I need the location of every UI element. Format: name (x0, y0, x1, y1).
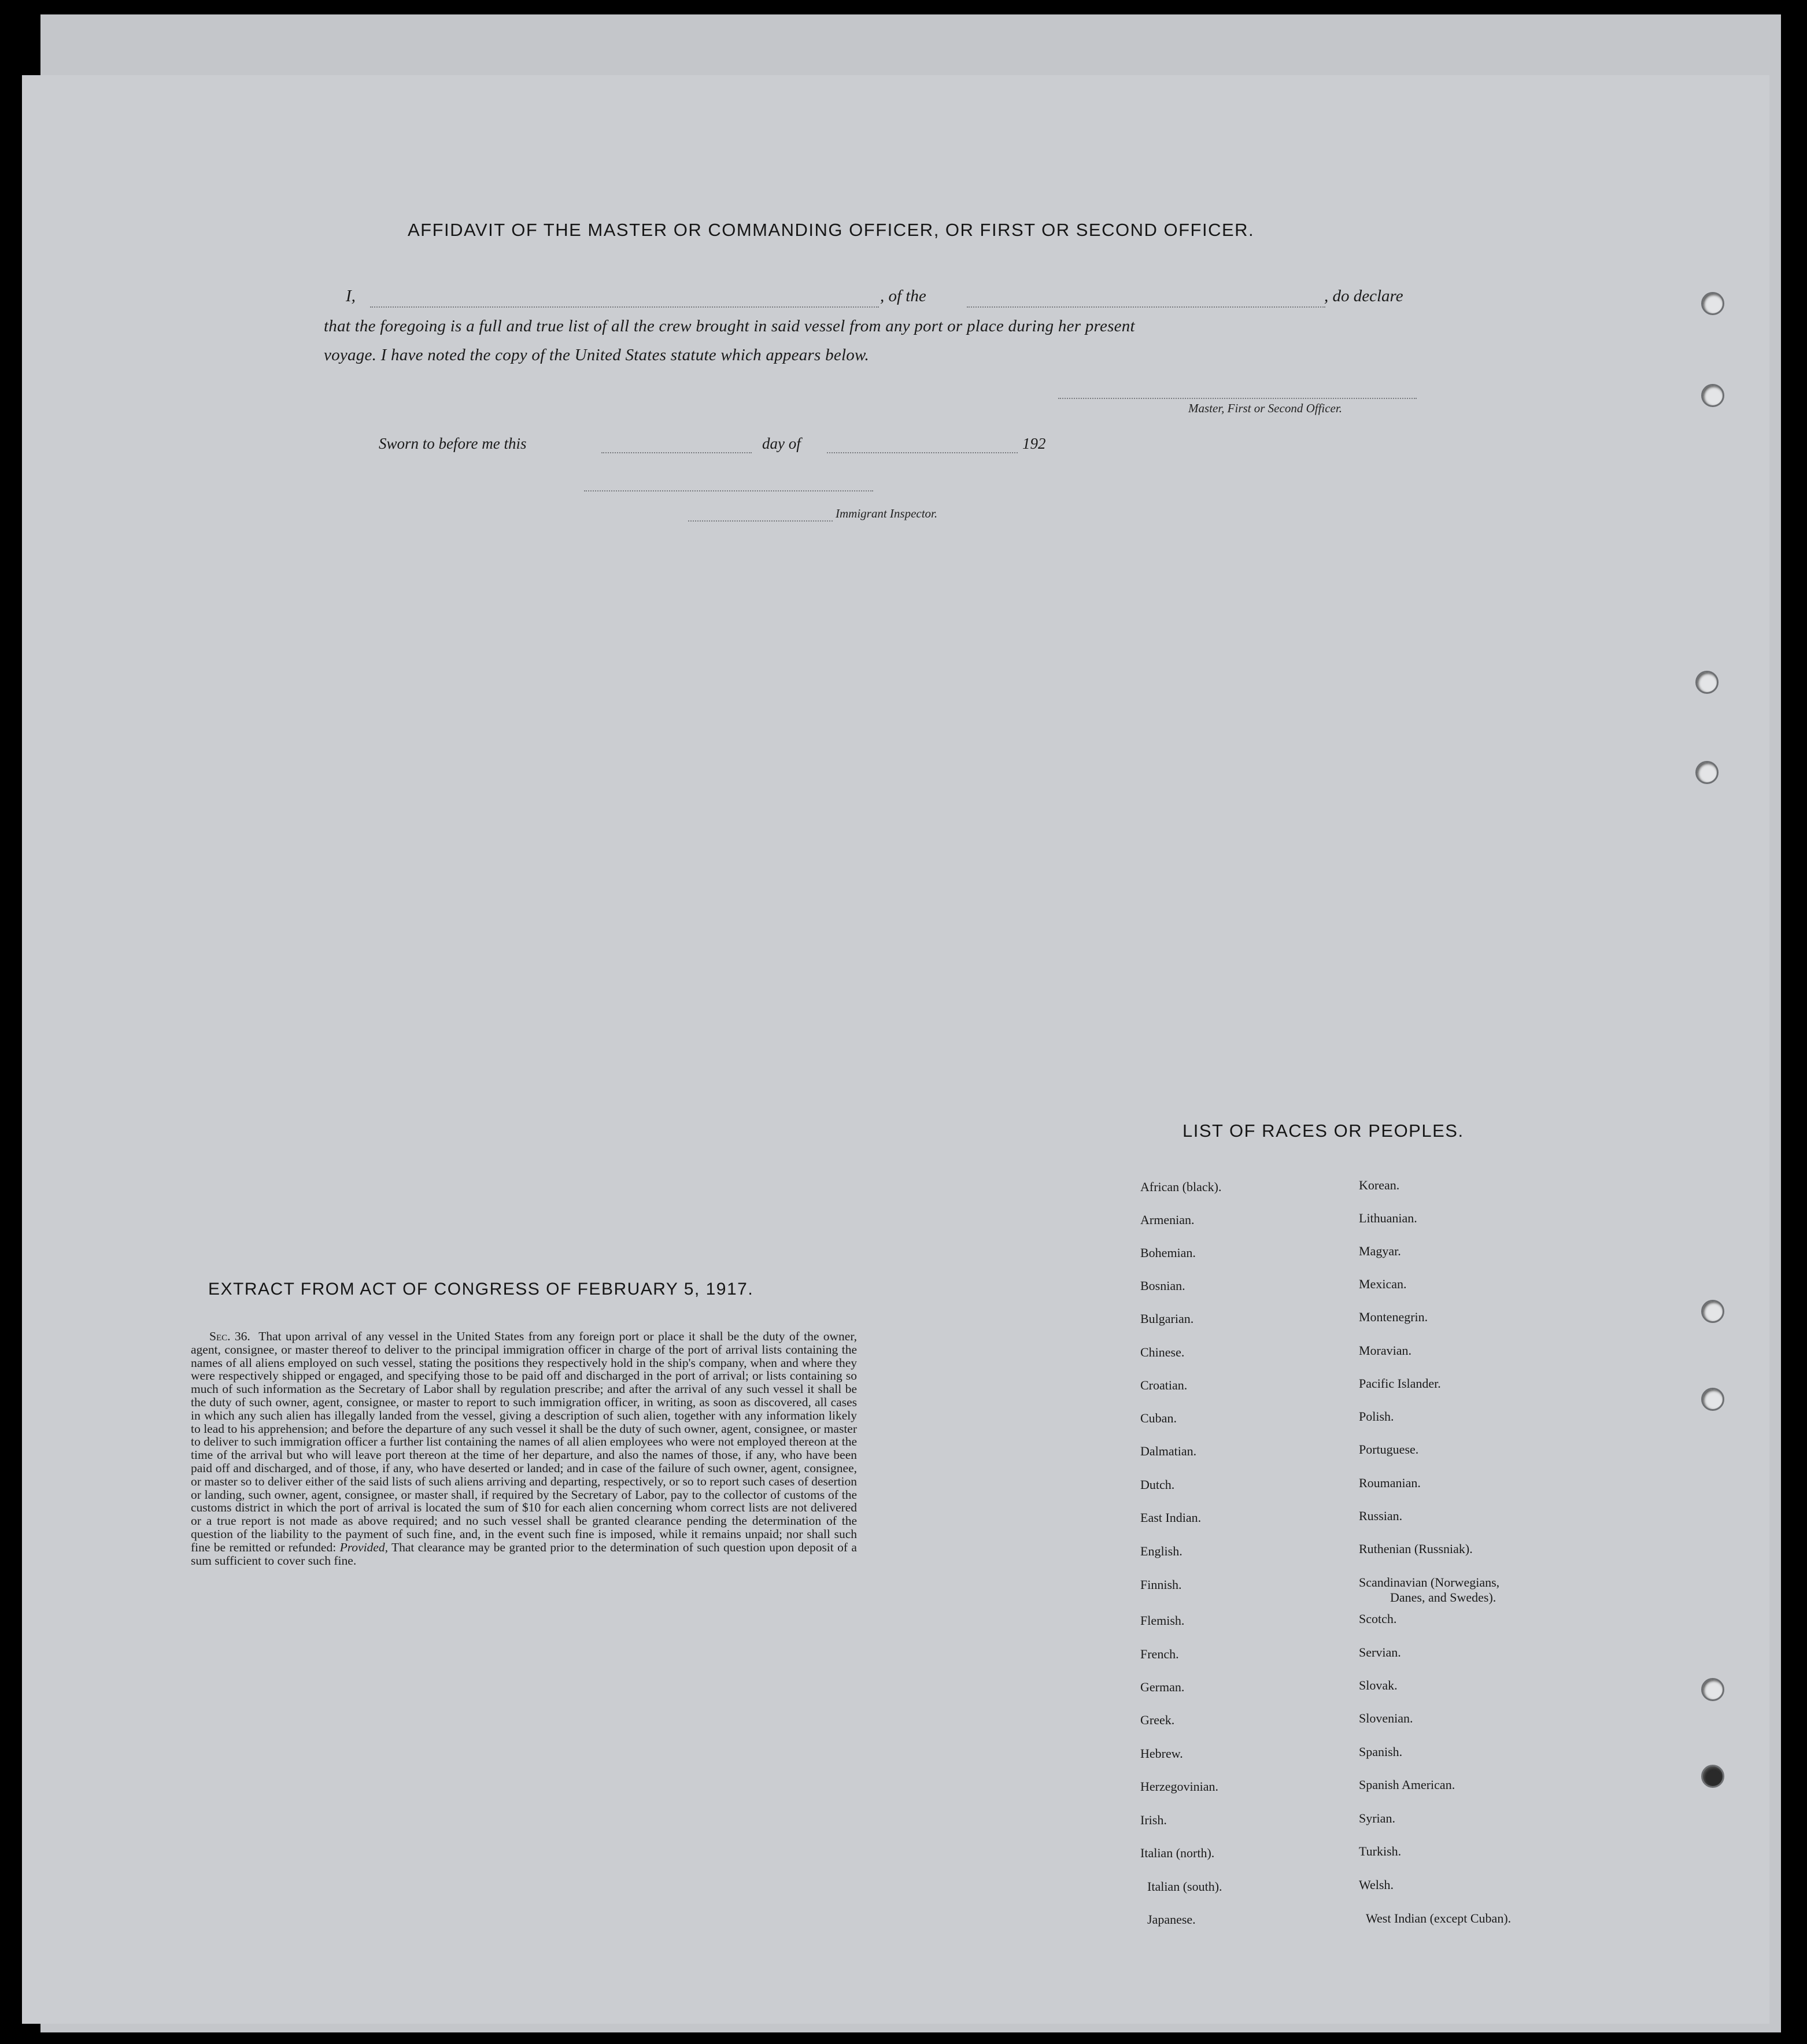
race-item: Bulgarian. (1140, 1311, 1194, 1326)
race-item: Italian (south). (1147, 1879, 1222, 1894)
race-item: Armenian. (1140, 1213, 1195, 1227)
race-item: African (black). (1140, 1180, 1222, 1194)
race-item-continued: Danes, and Swedes). (1390, 1590, 1496, 1605)
race-item: Dutch. (1140, 1477, 1175, 1492)
binder-hole (1701, 1388, 1724, 1411)
inspector-line-2 (688, 520, 833, 522)
race-item: Servian. (1359, 1645, 1401, 1659)
of-the-label: , of the (880, 287, 926, 305)
inspector-caption: Immigrant Inspector. (836, 507, 938, 520)
declarant-label: I, (346, 287, 356, 305)
race-item: French. (1140, 1647, 1179, 1661)
race-item: Polish. (1359, 1409, 1394, 1424)
race-item: Chinese. (1140, 1345, 1185, 1359)
binder-hole (1695, 671, 1719, 694)
race-item: Italian (north). (1140, 1846, 1215, 1860)
month-line (827, 452, 1018, 453)
declaration-line-3: voyage. I have noted the copy of the United States statute which appears below. (324, 346, 869, 364)
day-line (601, 452, 752, 453)
race-item: Welsh. (1359, 1877, 1394, 1892)
race-item: Lithuanian. (1359, 1211, 1417, 1225)
race-item: Scotch. (1359, 1611, 1397, 1626)
race-item: Bosnian. (1140, 1278, 1185, 1293)
races-title: LIST OF RACES OR PEOPLES. (1183, 1121, 1464, 1141)
race-item: Scandinavian (Norwegians, (1359, 1575, 1500, 1590)
race-item: Hebrew. (1140, 1746, 1183, 1761)
statute-text (191, 1330, 857, 1567)
race-item: Magyar. (1359, 1244, 1401, 1258)
race-item: Slovenian. (1359, 1711, 1413, 1725)
race-item: Irish. (1140, 1813, 1167, 1827)
binder-hole (1701, 384, 1724, 407)
binder-hole (1701, 1300, 1724, 1323)
race-item: Moravian. (1359, 1343, 1412, 1358)
race-item: Spanish American. (1359, 1777, 1455, 1792)
race-item: Japanese. (1147, 1912, 1196, 1927)
inspector-line-1 (584, 490, 873, 491)
declare-label: , do declare (1324, 287, 1403, 305)
race-item: English. (1140, 1544, 1183, 1558)
manifest-page (22, 75, 1769, 2024)
statute-body-2: That clearance may be granted prior to the determination of such question upon deposit of a sum sufficient to cover such fine. (191, 1540, 857, 1568)
declaration-line-2: that the foregoing is a full and true list of all the crew brought in said vessel from any port or place during her present (324, 317, 1135, 335)
binder-hole (1701, 292, 1724, 315)
statute-body-1: That upon arrival of any vessel in the United States from any foreign port or place it shall be the duty of the owner, agent, consignee, or master thereof to deliver to the principal immigration officer in charge of the port of arrival lists containing the names of all aliens employed on such vessel, stating the positions they respectively hold in the ship's company, when and where they were respectively shipped or engaged, and specifying those to be paid off and discharged in the port of arrival; or lists containing so much of such information as the Secretary of Labor shall by regulation prescribe; and after the arrival of any such vessel it shall be the duty of such owner, agent, consignee, or master to report to such immigration officer, in writing, as soon as discovered, all cases in which any such alien has illegally landed from the vessel, giving a description of such alien, together with any information likely to lead to his apprehension; and before the departure of any such vessel it shall be the duty of such owner, agent, consignee, or master to deliver to such immigration officer a further list containing the names of all alien employees who were not employed thereon at the time of the arrival but who will leave port thereon at the time of her departure, and also the names of those, if any, who have been paid off and discharged, and of those, if any, who have deserted or landed; and in case of the failure of such owner, agent, consignee, or master so to deliver either of the said lists of such aliens arriving and departing, respectively, or so to report such cases of desertion or landing, such owner, agent, consignee, or master shall, if required by the Secretary of Labor, pay to the collector of customs of the customs district in which the port of arrival is located the sum of $10 for each alien concerning whom correct lists are not delivered or a true report is not made as above required; and no such vessel shall be granted clearance pending the determination of the question of the liability to the payment of such fine, and, in the event such fine is imposed, while it remains unpaid; nor shall such fine be remitted or refunded: (191, 1329, 857, 1554)
affidavit-title: AFFIDAVIT OF THE MASTER OR COMMANDING OFFICER, OR FIRST OR SECOND OFFICER. (408, 220, 1255, 240)
declarant-name-line (370, 306, 879, 308)
race-item: Dalmatian. (1140, 1444, 1197, 1458)
vessel-name-line (967, 306, 1325, 308)
race-item: Ruthenian (Russniak). (1359, 1542, 1473, 1556)
race-item: Greek. (1140, 1713, 1175, 1727)
binder-hole (1701, 1765, 1724, 1788)
race-item: Pacific Islander. (1359, 1376, 1441, 1391)
race-item: Mexican. (1359, 1277, 1407, 1291)
race-item: Flemish. (1140, 1613, 1185, 1628)
provided-word: Provided, (339, 1540, 388, 1554)
race-item: Korean. (1359, 1178, 1400, 1192)
extract-title: EXTRACT FROM ACT OF CONGRESS OF FEBRUARY 5, 1917. (208, 1280, 754, 1299)
sworn-label: Sworn to before me this (379, 435, 527, 452)
binder-hole (1701, 1678, 1724, 1701)
race-item: Spanish. (1359, 1744, 1403, 1759)
binder-hole (1695, 761, 1719, 784)
race-item: Croatian. (1140, 1378, 1188, 1392)
officer-caption: Master, First or Second Officer. (1188, 401, 1342, 415)
section-label: Sec. 36. (209, 1329, 250, 1343)
race-item: East Indian. (1140, 1510, 1202, 1525)
race-item: Bohemian. (1140, 1245, 1196, 1260)
race-item: Turkish. (1359, 1844, 1402, 1858)
officer-signature-line (1058, 398, 1417, 399)
race-item: Syrian. (1359, 1811, 1395, 1825)
year-prefix: 192 (1022, 435, 1046, 452)
race-item: West Indian (except Cuban). (1366, 1911, 1512, 1925)
race-item: Herzegovinian. (1140, 1779, 1218, 1794)
day-of-label: day of (762, 435, 801, 452)
race-item: Portuguese. (1359, 1442, 1419, 1457)
race-item: Montenegrin. (1359, 1310, 1428, 1324)
race-item: German. (1140, 1680, 1185, 1694)
race-item: Cuban. (1140, 1411, 1177, 1425)
race-item: Roumanian. (1359, 1476, 1421, 1490)
race-item: Russian. (1359, 1509, 1403, 1523)
race-item: Finnish. (1140, 1577, 1182, 1592)
race-item: Slovak. (1359, 1678, 1398, 1692)
